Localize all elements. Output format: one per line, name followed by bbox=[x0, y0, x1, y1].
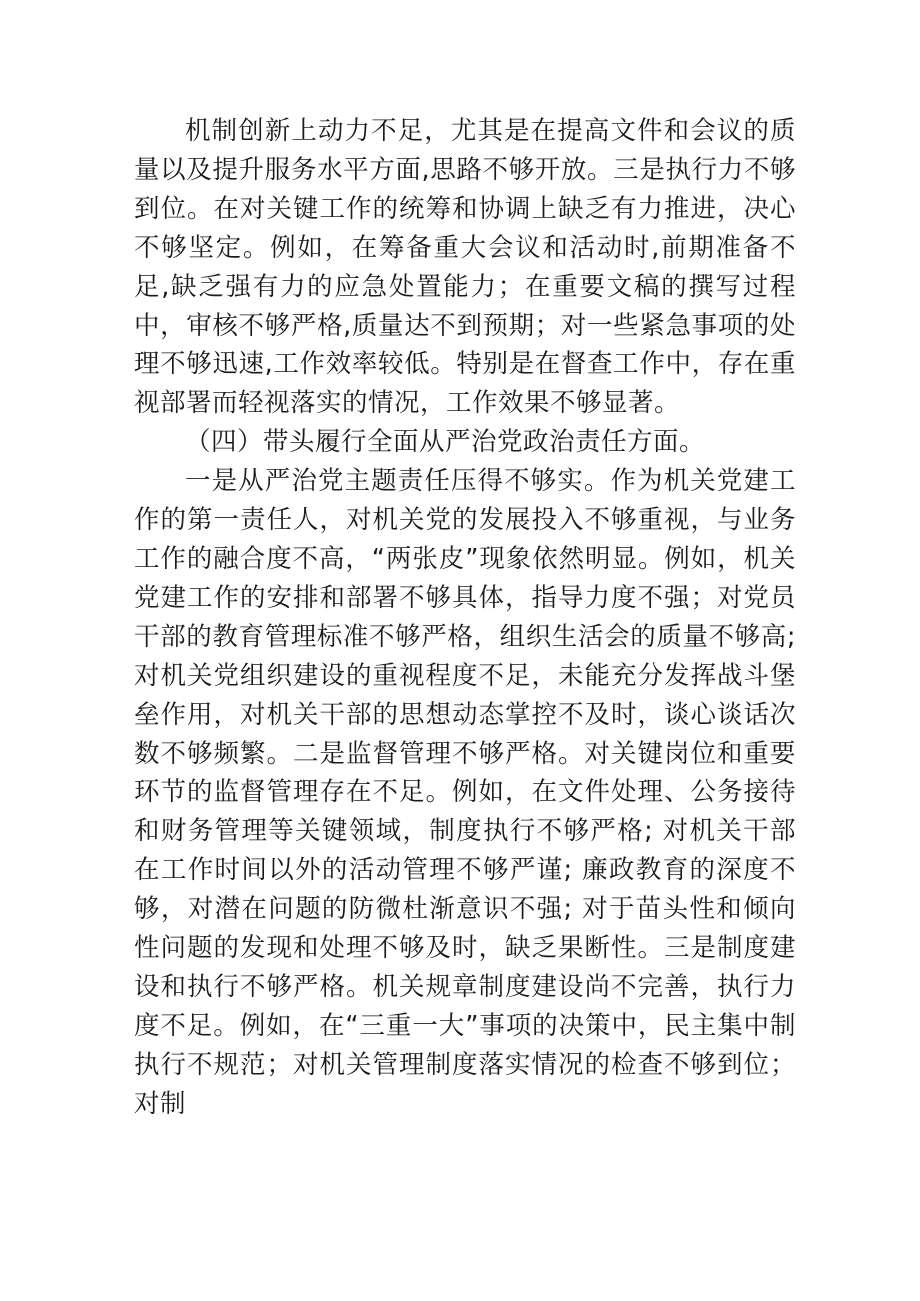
paragraph-mechanism-innovation: 机制创新上动力不足，尤其是在提高文件和会议的质量以及提升服务水平方面,思路不够开放。三是执行力不够到位。在对关键工作的统筹和协调上缺乏有力推进，决心不够坚定。例如，在筹备重大会议和活动时,前期准备不足,缺乏强有力的应急处置能力；在重要文稿的撰写过程中，审核不够严格,质量达不到预期；对一些紧急事项的处理不够迅速,工作效率较低。特别是在督查工作中，存在重视部署而轻视落实的情况，工作效果不够显著。 bbox=[134, 116, 796, 419]
section-heading: （四）带头履行全面从严治党政治责任方面。 bbox=[185, 427, 706, 458]
paragraph-party-responsibility: 一是从严治党主题责任压得不够实。作为机关党建工作的第一责任人，对机关党的发展投入不够重视，与业务工作的融合度不高，“两张皮”现象依然明显。例如，机关党建工作的安排和部署不够具体，指导力度不强；对党员干部的教育管理标准不够严格，组织生活会的质量不够高; 对机关党组织建设的重视程度不足，未能充分发挥战斗堡垒作用，对机关干部的思想动态掌控不及时，谈心谈话次数不够频繁。二是监督管理不够严格。对关键岗位和重要环节的监督管理存在不足。例如，在文件处理、公务接待和财务管理等关键领域，制度执行不够严格; 对机关干部在工作时间以外的活动管理不够严谨; 廉政教育的深度不够，对潜在问题的防微杜渐意识不强; 对于苗头性和倾向性问题的发现和处理不够及时，缺乏果断性。三是制度建设和执行不够严格。机关规章制度建设尚不完善，执行力度不足。例如，在“三重一大”事项的决策中，民主集中制执行不规范；对机关管理制度落实情况的检查不够到位；对制 bbox=[134, 466, 796, 1119]
document-body bbox=[134, 112, 796, 1124]
